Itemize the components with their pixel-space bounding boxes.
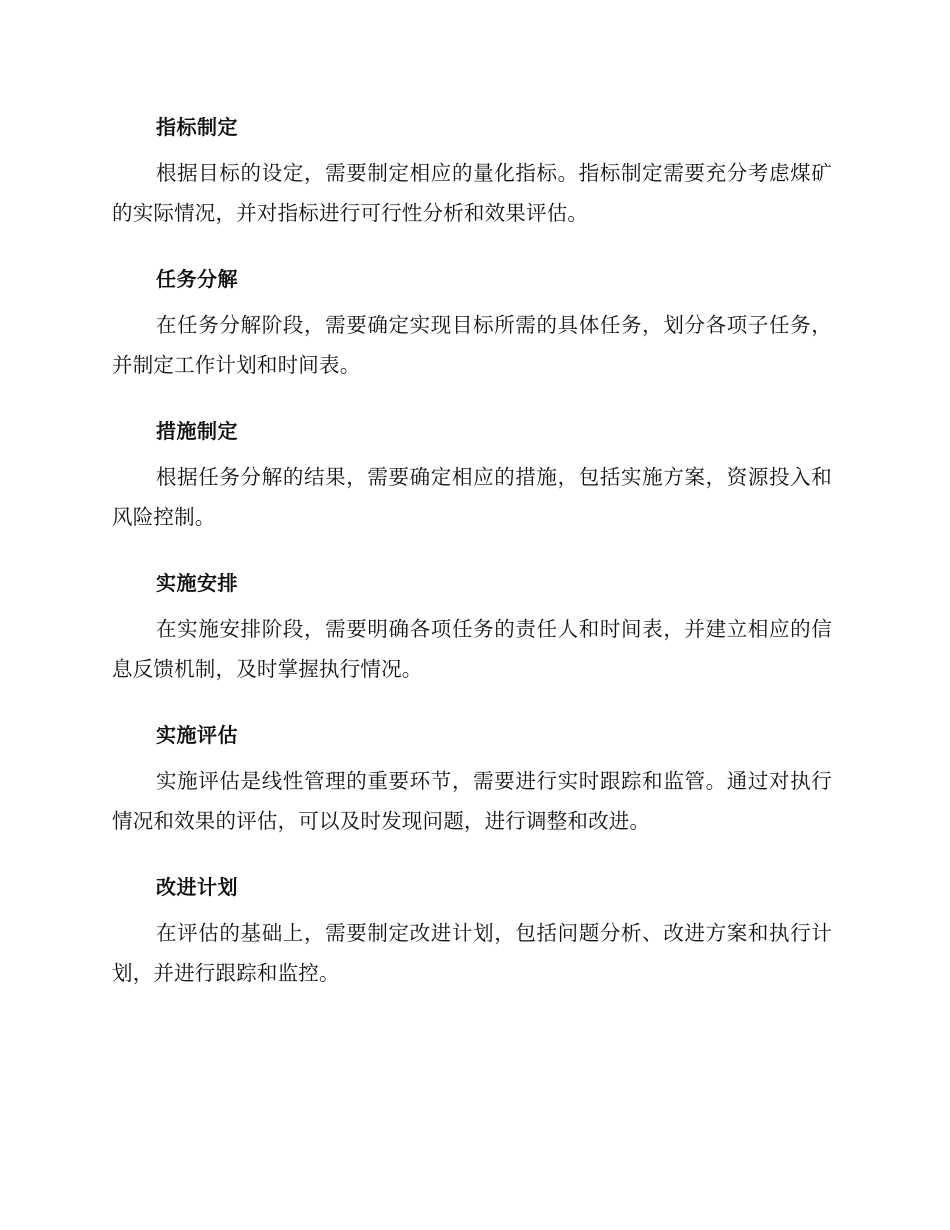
section-implementation-arrangement <box>112 563 832 689</box>
section-paragraph: 在任务分解阶段，需要确定实现目标所需的具体任务，划分各项子任务，并制定工作计划和时间表。 <box>112 313 832 377</box>
section-measure-setting <box>112 411 832 537</box>
section-heading: 任务分解 <box>156 267 238 291</box>
section-indicator-setting <box>112 107 832 233</box>
section-heading: 实施评估 <box>156 723 238 747</box>
section-heading: 实施安排 <box>156 571 238 595</box>
section-improvement-plan <box>112 867 832 993</box>
section-implementation-evaluation <box>112 715 832 841</box>
section-task-breakdown <box>112 259 832 385</box>
document-body <box>112 107 832 1019</box>
section-paragraph: 实施评估是线性管理的重要环节，需要进行实时跟踪和监管。通过对执行情况和效果的评估，可以及时发现问题，进行调整和改进。 <box>112 769 832 833</box>
section-paragraph: 根据目标的设定，需要制定相应的量化指标。指标制定需要充分考虑煤矿的实际情况，并对指标进行可行性分析和效果评估。 <box>112 161 832 225</box>
section-paragraph: 根据任务分解的结果，需要确定相应的措施，包括实施方案，资源投入和风险控制。 <box>112 465 832 529</box>
section-heading: 指标制定 <box>156 115 238 139</box>
section-paragraph: 在实施安排阶段，需要明确各项任务的责任人和时间表，并建立相应的信息反馈机制，及时掌握执行情况。 <box>112 617 832 681</box>
section-heading: 措施制定 <box>156 419 238 443</box>
section-heading: 改进计划 <box>156 875 238 899</box>
section-paragraph: 在评估的基础上，需要制定改进计划，包括问题分析、改进方案和执行计划，并进行跟踪和监控。 <box>112 921 832 985</box>
